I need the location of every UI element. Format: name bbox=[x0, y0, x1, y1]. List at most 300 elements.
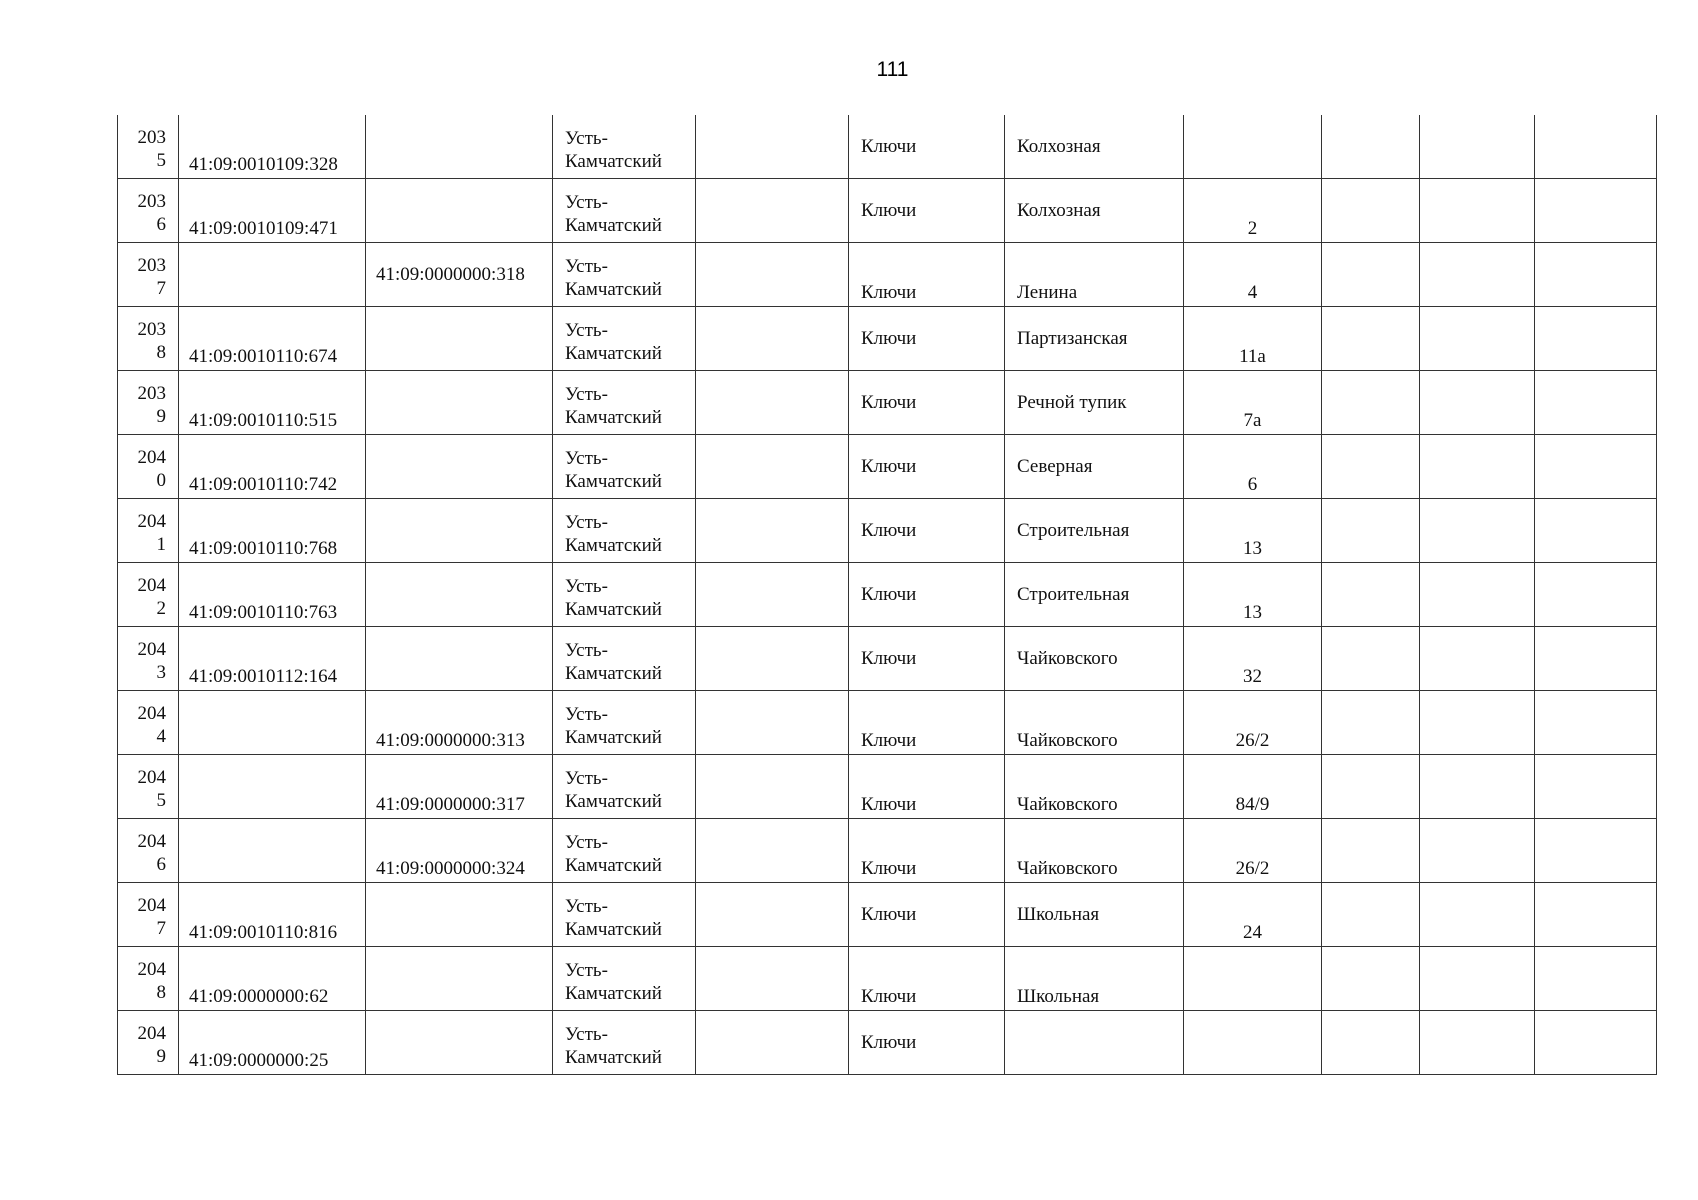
district bbox=[565, 639, 662, 685]
district bbox=[565, 831, 662, 877]
row-number-part-1: 204 bbox=[137, 575, 166, 596]
house-number: 32 bbox=[1243, 666, 1262, 687]
district-line-2: Камчатский bbox=[565, 343, 662, 364]
district bbox=[565, 191, 662, 237]
cell-cadastral-number bbox=[179, 1011, 366, 1075]
cell-empty bbox=[1322, 563, 1420, 627]
house-number: 7а bbox=[1243, 410, 1262, 431]
cell-locality bbox=[849, 115, 1005, 179]
row-number-part-2: 6 bbox=[156, 854, 166, 875]
cell-street bbox=[1005, 947, 1184, 1011]
row-number bbox=[138, 830, 167, 876]
cadastral-number: 41:09:0010109:328 bbox=[189, 154, 338, 175]
cell-empty bbox=[1322, 627, 1420, 691]
cell-district bbox=[553, 179, 696, 243]
district-line-1: Усть- bbox=[565, 832, 608, 853]
cell-street bbox=[1005, 883, 1184, 947]
row-number-part-1: 203 bbox=[137, 319, 166, 340]
row-number bbox=[138, 446, 167, 492]
row-number-part-1: 204 bbox=[137, 447, 166, 468]
street: Чайковского bbox=[1017, 730, 1118, 751]
table-row bbox=[118, 563, 1657, 627]
cell-parent-cadastral-number bbox=[366, 435, 553, 499]
cell-locality bbox=[849, 691, 1005, 755]
district-line-1: Усть- bbox=[565, 704, 608, 725]
cell-locality bbox=[849, 179, 1005, 243]
row-number-part-1: 203 bbox=[137, 255, 166, 276]
cell-parent-cadastral-number bbox=[366, 243, 553, 307]
cell-district bbox=[553, 819, 696, 883]
cell-district bbox=[553, 371, 696, 435]
street: Чайковского bbox=[1017, 648, 1118, 669]
row-number-part-1: 203 bbox=[137, 383, 166, 404]
district-line-1: Усть- bbox=[565, 128, 608, 149]
house-number: 84/9 bbox=[1235, 794, 1270, 815]
cell-empty bbox=[1535, 627, 1657, 691]
row-number-part-2: 7 bbox=[156, 278, 166, 299]
district-line-2: Камчатский bbox=[565, 919, 662, 940]
cell-empty bbox=[1420, 883, 1535, 947]
district bbox=[565, 511, 662, 557]
cell-parent-cadastral-number bbox=[366, 307, 553, 371]
cell-cadastral-number bbox=[179, 819, 366, 883]
cell-empty bbox=[1535, 755, 1657, 819]
parent-cadastral-number: 41:09:0000000:313 bbox=[376, 730, 525, 751]
cell-empty bbox=[1420, 563, 1535, 627]
cell-cadastral-number bbox=[179, 115, 366, 179]
cell-number bbox=[118, 499, 179, 563]
cell-district bbox=[553, 307, 696, 371]
cell-district bbox=[553, 627, 696, 691]
cell-empty bbox=[696, 307, 849, 371]
cell-number bbox=[118, 1011, 179, 1075]
cell-parent-cadastral-number bbox=[366, 115, 553, 179]
house-number: 13 bbox=[1243, 602, 1262, 623]
cell-empty bbox=[696, 755, 849, 819]
cell-empty bbox=[1535, 691, 1657, 755]
district-line-1: Усть- bbox=[565, 768, 608, 789]
cell-empty bbox=[1535, 819, 1657, 883]
district-line-1: Усть- bbox=[565, 576, 608, 597]
cell-street bbox=[1005, 755, 1184, 819]
district-line-2: Камчатский bbox=[565, 407, 662, 428]
street: Ленина bbox=[1017, 282, 1078, 303]
district-line-2: Камчатский bbox=[565, 279, 662, 300]
house-number: 11а bbox=[1239, 346, 1266, 367]
row-number bbox=[138, 382, 167, 428]
district-line-1: Усть- bbox=[565, 256, 608, 277]
cell-house bbox=[1184, 1011, 1322, 1075]
table-row bbox=[118, 755, 1657, 819]
cell-cadastral-number bbox=[179, 435, 366, 499]
cell-street bbox=[1005, 179, 1184, 243]
cell-parent-cadastral-number bbox=[366, 371, 553, 435]
cell-number bbox=[118, 435, 179, 499]
locality: Ключи bbox=[861, 136, 917, 157]
cell-house bbox=[1184, 371, 1322, 435]
district-line-2: Камчатский bbox=[565, 1047, 662, 1068]
row-number-part-1: 204 bbox=[137, 1023, 166, 1044]
street: Школьная bbox=[1017, 986, 1100, 1007]
street: Чайковского bbox=[1017, 858, 1118, 879]
cell-empty bbox=[1322, 1011, 1420, 1075]
table-row bbox=[118, 1011, 1657, 1075]
row-number-part-2: 1 bbox=[156, 534, 166, 555]
locality: Ключи bbox=[861, 730, 917, 751]
cell-house bbox=[1184, 691, 1322, 755]
locality: Ключи bbox=[861, 520, 917, 541]
cell-house bbox=[1184, 179, 1322, 243]
table-row bbox=[118, 499, 1657, 563]
street: Колхозная bbox=[1017, 200, 1101, 221]
district bbox=[565, 319, 662, 365]
district-line-1: Усть- bbox=[565, 384, 608, 405]
cell-empty bbox=[1535, 947, 1657, 1011]
row-number-part-1: 204 bbox=[137, 767, 166, 788]
cell-house bbox=[1184, 947, 1322, 1011]
district-line-2: Камчатский bbox=[565, 535, 662, 556]
row-number-part-2: 3 bbox=[156, 662, 166, 683]
cell-empty bbox=[1420, 371, 1535, 435]
table-row bbox=[118, 947, 1657, 1011]
cell-cadastral-number bbox=[179, 691, 366, 755]
cell-parent-cadastral-number bbox=[366, 499, 553, 563]
cell-cadastral-number bbox=[179, 243, 366, 307]
district bbox=[565, 383, 662, 429]
district-line-2: Камчатский bbox=[565, 727, 662, 748]
row-number bbox=[138, 574, 167, 620]
cell-empty bbox=[1535, 499, 1657, 563]
district bbox=[565, 895, 662, 941]
row-number bbox=[138, 894, 167, 940]
locality: Ключи bbox=[861, 456, 917, 477]
cell-cadastral-number bbox=[179, 883, 366, 947]
locality: Ключи bbox=[861, 584, 917, 605]
cell-empty bbox=[696, 179, 849, 243]
cadastral-number: 41:09:0010109:471 bbox=[189, 218, 338, 239]
district-line-2: Камчатский bbox=[565, 663, 662, 684]
cell-empty bbox=[696, 563, 849, 627]
cell-house bbox=[1184, 243, 1322, 307]
table-row bbox=[118, 243, 1657, 307]
cell-cadastral-number bbox=[179, 179, 366, 243]
district bbox=[565, 767, 662, 813]
row-number bbox=[138, 766, 167, 812]
cell-house bbox=[1184, 755, 1322, 819]
cell-parent-cadastral-number bbox=[366, 755, 553, 819]
cadastral-number: 41:09:0010110:515 bbox=[189, 410, 338, 431]
cell-locality bbox=[849, 627, 1005, 691]
cell-cadastral-number bbox=[179, 563, 366, 627]
cell-locality bbox=[849, 307, 1005, 371]
cell-number bbox=[118, 179, 179, 243]
table-row bbox=[118, 883, 1657, 947]
cell-house bbox=[1184, 819, 1322, 883]
cell-number bbox=[118, 563, 179, 627]
cell-district bbox=[553, 499, 696, 563]
district-line-2: Камчатский bbox=[565, 855, 662, 876]
parent-cadastral-number: 41:09:0000000:318 bbox=[376, 264, 525, 285]
cell-number bbox=[118, 819, 179, 883]
cell-locality bbox=[849, 819, 1005, 883]
cell-parent-cadastral-number bbox=[366, 819, 553, 883]
locality: Ключи bbox=[861, 328, 917, 349]
row-number bbox=[138, 318, 167, 364]
cell-cadastral-number bbox=[179, 371, 366, 435]
cell-district bbox=[553, 755, 696, 819]
row-number-part-2: 7 bbox=[156, 918, 166, 939]
locality: Ключи bbox=[861, 904, 917, 925]
cell-empty bbox=[696, 371, 849, 435]
cell-number bbox=[118, 755, 179, 819]
cell-number bbox=[118, 883, 179, 947]
registry-table bbox=[117, 115, 1657, 1075]
row-number-part-1: 204 bbox=[137, 703, 166, 724]
cell-empty bbox=[1420, 499, 1535, 563]
cell-street bbox=[1005, 243, 1184, 307]
cell-cadastral-number bbox=[179, 307, 366, 371]
district-line-2: Камчатский bbox=[565, 151, 662, 172]
locality: Ключи bbox=[861, 858, 917, 879]
cell-empty bbox=[1535, 563, 1657, 627]
row-number-part-1: 204 bbox=[137, 639, 166, 660]
cell-empty bbox=[1420, 947, 1535, 1011]
cell-house bbox=[1184, 499, 1322, 563]
cell-empty bbox=[1322, 755, 1420, 819]
street: Чайковского bbox=[1017, 794, 1118, 815]
locality: Ключи bbox=[861, 794, 917, 815]
district bbox=[565, 959, 662, 1005]
cell-parent-cadastral-number bbox=[366, 627, 553, 691]
cell-empty bbox=[1420, 819, 1535, 883]
cell-street bbox=[1005, 371, 1184, 435]
district-line-2: Камчатский bbox=[565, 471, 662, 492]
cell-empty bbox=[1322, 307, 1420, 371]
parent-cadastral-number: 41:09:0000000:324 bbox=[376, 858, 525, 879]
cell-district bbox=[553, 947, 696, 1011]
district-line-2: Камчатский bbox=[565, 791, 662, 812]
district-line-2: Камчатский bbox=[565, 599, 662, 620]
cell-street bbox=[1005, 563, 1184, 627]
cell-locality bbox=[849, 371, 1005, 435]
cell-empty bbox=[1420, 627, 1535, 691]
cell-empty bbox=[1535, 115, 1657, 179]
cell-district bbox=[553, 243, 696, 307]
district-line-2: Камчатский bbox=[565, 215, 662, 236]
house-number: 4 bbox=[1247, 282, 1258, 303]
cell-number bbox=[118, 307, 179, 371]
row-number-part-1: 204 bbox=[137, 959, 166, 980]
cell-empty bbox=[1420, 691, 1535, 755]
cell-house bbox=[1184, 435, 1322, 499]
cell-district bbox=[553, 691, 696, 755]
cell-empty bbox=[696, 819, 849, 883]
cadastral-number: 41:09:0010110:763 bbox=[189, 602, 338, 623]
cell-number bbox=[118, 115, 179, 179]
street: Северная bbox=[1017, 456, 1093, 477]
row-number bbox=[138, 190, 167, 236]
cadastral-number: 41:09:0010110:816 bbox=[189, 922, 338, 943]
cell-empty bbox=[1322, 819, 1420, 883]
cell-empty bbox=[1535, 243, 1657, 307]
cell-empty bbox=[1535, 1011, 1657, 1075]
house-number: 6 bbox=[1247, 474, 1258, 495]
district-line-1: Усть- bbox=[565, 448, 608, 469]
cell-empty bbox=[696, 947, 849, 1011]
locality: Ключи bbox=[861, 648, 917, 669]
row-number-part-2: 5 bbox=[156, 150, 166, 171]
cadastral-number: 41:09:0010110:674 bbox=[189, 346, 338, 367]
cell-locality bbox=[849, 243, 1005, 307]
cell-locality bbox=[849, 883, 1005, 947]
table-row bbox=[118, 819, 1657, 883]
street: Колхозная bbox=[1017, 136, 1101, 157]
row-number-part-1: 204 bbox=[137, 895, 166, 916]
district-line-1: Усть- bbox=[565, 896, 608, 917]
row-number bbox=[138, 638, 167, 684]
row-number bbox=[138, 126, 167, 172]
street: Школьная bbox=[1017, 904, 1100, 925]
district-line-1: Усть- bbox=[565, 1024, 608, 1045]
cell-street bbox=[1005, 627, 1184, 691]
table-row bbox=[118, 115, 1657, 179]
cell-house bbox=[1184, 627, 1322, 691]
house-number: 13 bbox=[1243, 538, 1262, 559]
cell-parent-cadastral-number bbox=[366, 691, 553, 755]
district-line-1: Усть- bbox=[565, 512, 608, 533]
cell-empty bbox=[1322, 691, 1420, 755]
street: Строительная bbox=[1017, 520, 1130, 541]
cell-empty bbox=[1535, 435, 1657, 499]
house-number: 26/2 bbox=[1235, 730, 1270, 751]
district-line-1: Усть- bbox=[565, 960, 608, 981]
row-number bbox=[138, 254, 167, 300]
cell-parent-cadastral-number bbox=[366, 1011, 553, 1075]
cadastral-number: 41:09:0000000:25 bbox=[189, 1050, 329, 1071]
cell-house bbox=[1184, 563, 1322, 627]
row-number bbox=[138, 510, 167, 556]
cell-parent-cadastral-number bbox=[366, 947, 553, 1011]
row-number-part-2: 9 bbox=[156, 406, 166, 427]
street: Строительная bbox=[1017, 584, 1130, 605]
cell-house bbox=[1184, 115, 1322, 179]
cell-empty bbox=[1420, 307, 1535, 371]
cell-locality bbox=[849, 563, 1005, 627]
cell-empty bbox=[1322, 371, 1420, 435]
cell-empty bbox=[696, 1011, 849, 1075]
row-number-part-1: 203 bbox=[137, 127, 166, 148]
cell-empty bbox=[1420, 1011, 1535, 1075]
cell-parent-cadastral-number bbox=[366, 563, 553, 627]
page-number: 111 bbox=[876, 58, 909, 81]
cell-empty bbox=[1322, 883, 1420, 947]
cell-empty bbox=[1535, 883, 1657, 947]
cell-number bbox=[118, 627, 179, 691]
street: Партизанская bbox=[1017, 328, 1128, 349]
cell-number bbox=[118, 371, 179, 435]
cadastral-number: 41:09:0010110:742 bbox=[189, 474, 338, 495]
registry-body bbox=[118, 115, 1657, 1075]
cadastral-number: 41:09:0010112:164 bbox=[189, 666, 338, 687]
locality: Ключи bbox=[861, 986, 917, 1007]
cell-locality bbox=[849, 435, 1005, 499]
cell-empty bbox=[1322, 947, 1420, 1011]
cell-cadastral-number bbox=[179, 947, 366, 1011]
cell-empty bbox=[1535, 371, 1657, 435]
cell-empty bbox=[1420, 115, 1535, 179]
cell-cadastral-number bbox=[179, 499, 366, 563]
district-line-1: Усть- bbox=[565, 320, 608, 341]
row-number-part-2: 0 bbox=[156, 470, 166, 491]
cell-street bbox=[1005, 499, 1184, 563]
cell-empty bbox=[1322, 499, 1420, 563]
row-number-part-2: 8 bbox=[156, 982, 166, 1003]
cell-empty bbox=[1420, 755, 1535, 819]
district-line-1: Усть- bbox=[565, 640, 608, 661]
cell-empty bbox=[696, 883, 849, 947]
row-number-part-2: 6 bbox=[156, 214, 166, 235]
cell-street bbox=[1005, 1011, 1184, 1075]
cell-cadastral-number bbox=[179, 627, 366, 691]
locality: Ключи bbox=[861, 282, 917, 303]
locality: Ключи bbox=[861, 200, 917, 221]
district-line-1: Усть- bbox=[565, 192, 608, 213]
cell-district bbox=[553, 1011, 696, 1075]
cell-number bbox=[118, 243, 179, 307]
house-number: 2 bbox=[1247, 218, 1258, 239]
cell-street bbox=[1005, 435, 1184, 499]
parent-cadastral-number: 41:09:0000000:317 bbox=[376, 794, 525, 815]
cell-number bbox=[118, 691, 179, 755]
street: Речной тупик bbox=[1017, 392, 1127, 413]
cell-cadastral-number bbox=[179, 755, 366, 819]
cell-street bbox=[1005, 819, 1184, 883]
row-number-part-2: 4 bbox=[156, 726, 166, 747]
table-row bbox=[118, 179, 1657, 243]
row-number-part-2: 8 bbox=[156, 342, 166, 363]
cell-locality bbox=[849, 947, 1005, 1011]
cell-locality bbox=[849, 499, 1005, 563]
locality: Ключи bbox=[861, 1032, 917, 1053]
row-number bbox=[138, 1022, 167, 1068]
cell-district bbox=[553, 563, 696, 627]
row-number-part-2: 2 bbox=[156, 598, 166, 619]
row-number-part-1: 204 bbox=[137, 831, 166, 852]
row-number-part-1: 203 bbox=[137, 191, 166, 212]
table-row bbox=[118, 435, 1657, 499]
cell-parent-cadastral-number bbox=[366, 179, 553, 243]
table-row bbox=[118, 371, 1657, 435]
cell-empty bbox=[1322, 243, 1420, 307]
cell-locality bbox=[849, 1011, 1005, 1075]
cell-district bbox=[553, 435, 696, 499]
cell-house bbox=[1184, 883, 1322, 947]
cell-empty bbox=[696, 243, 849, 307]
cell-empty bbox=[696, 435, 849, 499]
district bbox=[565, 1023, 662, 1069]
cell-empty bbox=[696, 499, 849, 563]
cadastral-number: 41:09:0000000:62 bbox=[189, 986, 329, 1007]
cell-locality bbox=[849, 755, 1005, 819]
row-number-part-1: 204 bbox=[137, 511, 166, 532]
cell-empty bbox=[1420, 435, 1535, 499]
table-row bbox=[118, 691, 1657, 755]
table-row bbox=[118, 307, 1657, 371]
district-line-2: Камчатский bbox=[565, 983, 662, 1004]
cell-empty bbox=[1420, 179, 1535, 243]
house-number: 24 bbox=[1243, 922, 1262, 943]
row-number-part-2: 5 bbox=[156, 790, 166, 811]
